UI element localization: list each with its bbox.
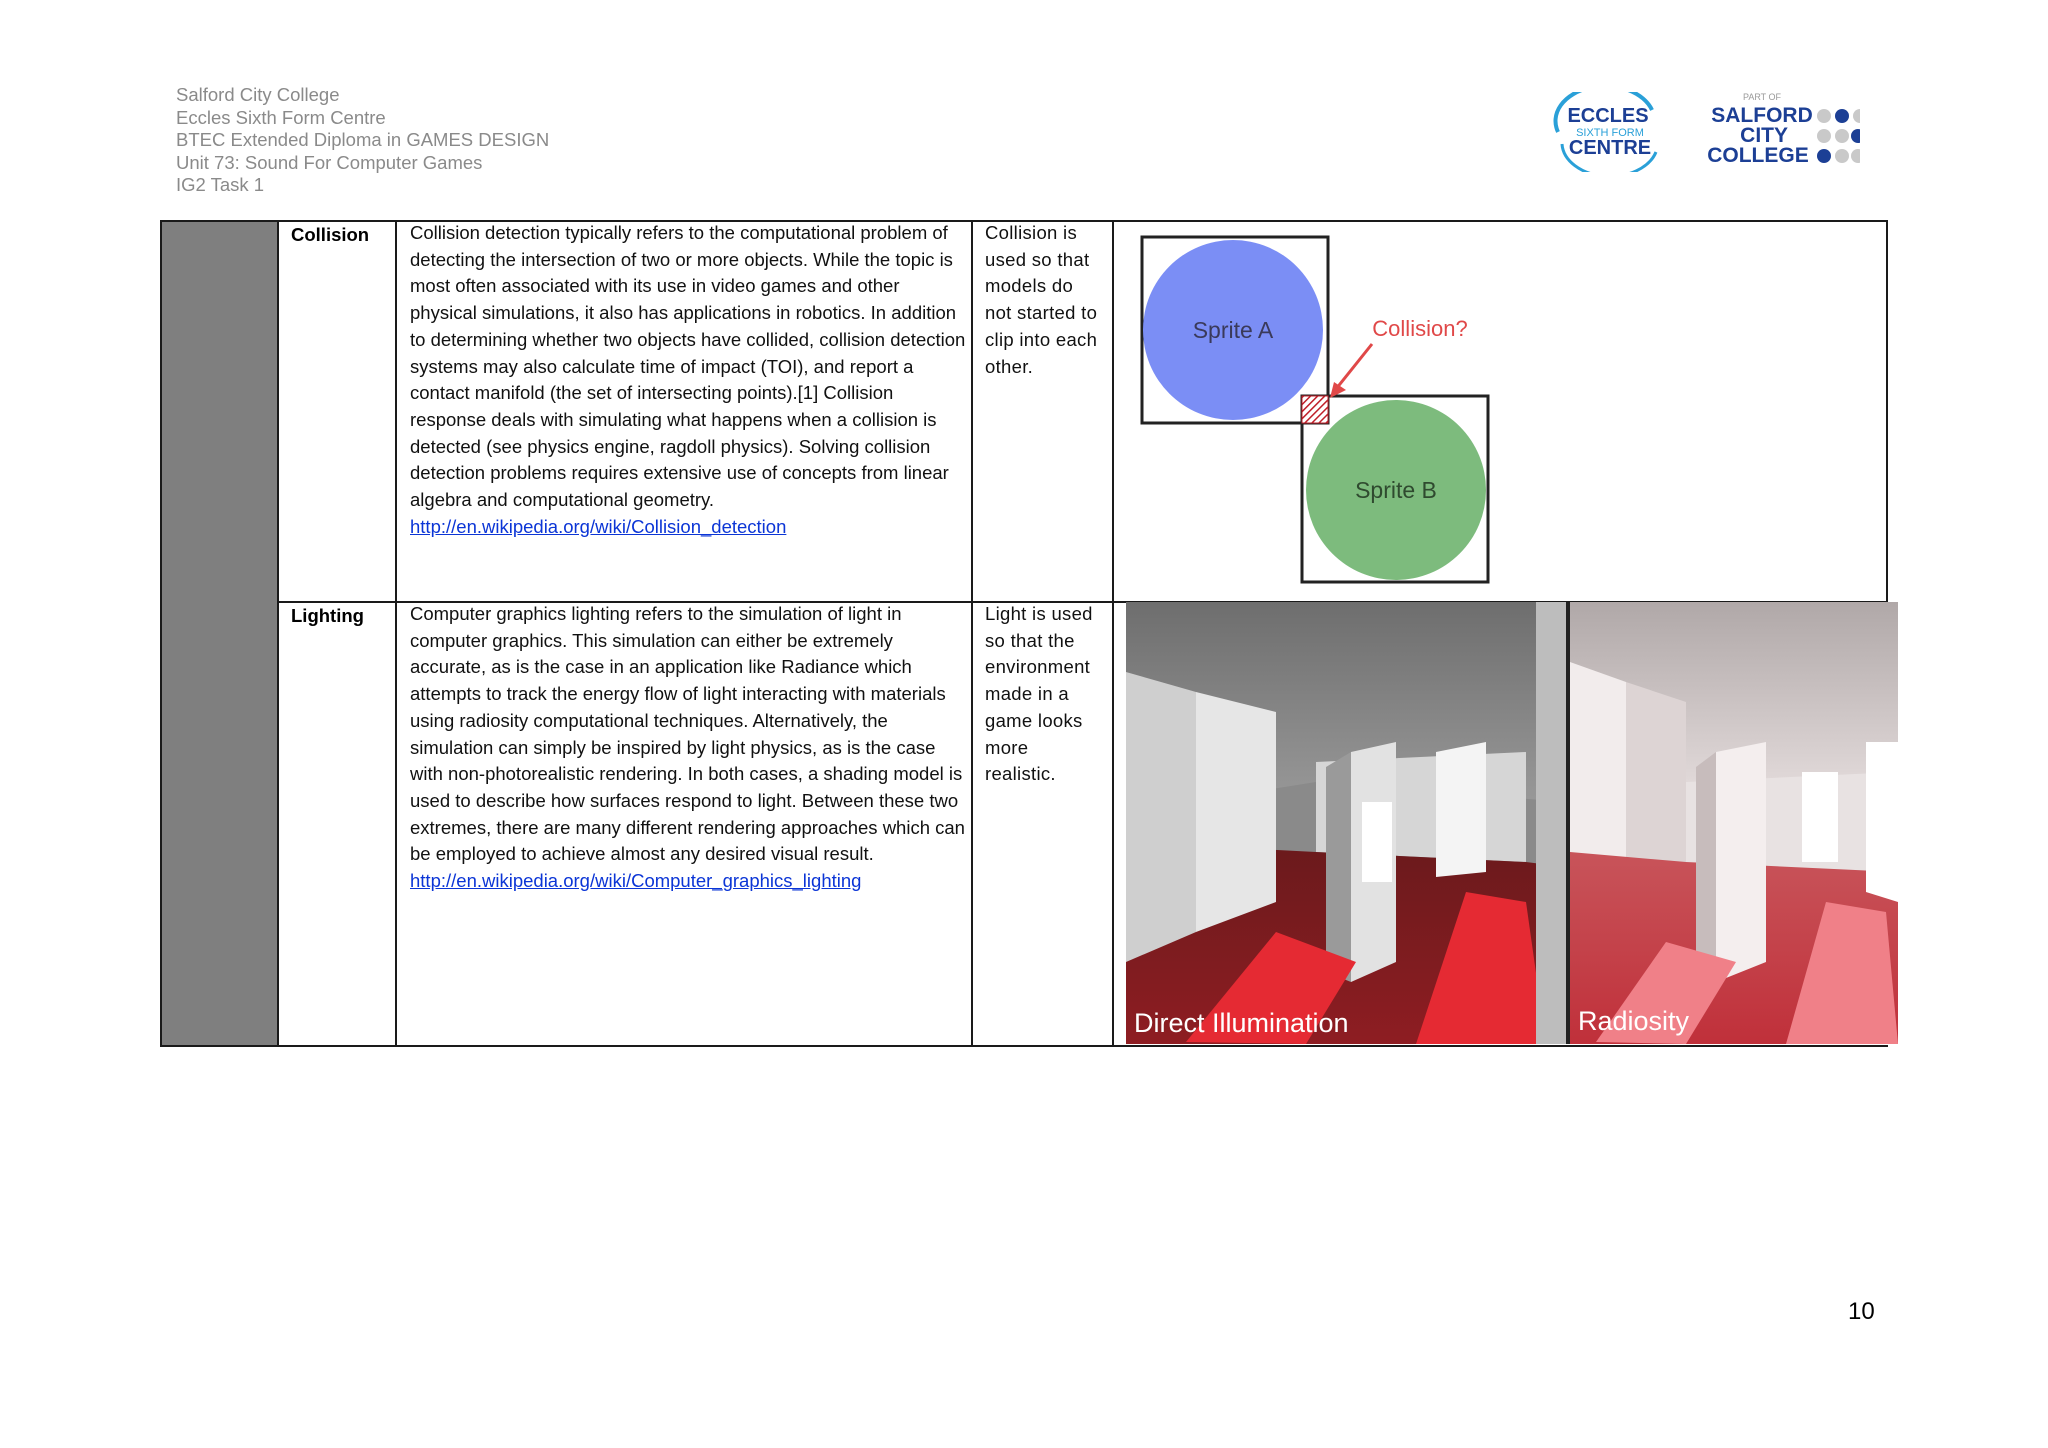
radiosity-render — [1570, 602, 1898, 1044]
header-course: BTEC Extended Diploma in GAMES DESIGN — [176, 129, 550, 151]
logos — [1548, 86, 1858, 172]
header-centre: Eccles Sixth Form Centre — [176, 106, 386, 128]
term-collision: Collision — [291, 224, 370, 245]
scc-logo-salford: SALFORD — [1711, 104, 1813, 127]
header-unit: Unit 73: Sound For Computer Games — [176, 151, 483, 173]
radiosity-caption: Radiosity — [1578, 1006, 1690, 1036]
salford-city-college-logo — [1700, 86, 1860, 172]
collision-wiki-link[interactable]: http://en.wikipedia.org/wiki/Collision_detection — [410, 515, 787, 537]
eccles-logo-centre: CENTRE — [1568, 137, 1652, 159]
collision-diagram — [1126, 226, 1514, 588]
table-side-column — [162, 222, 278, 1045]
header-college: Salford City College — [176, 84, 340, 105]
lighting-wiki-link[interactable]: http://en.wikipedia.org/wiki/Computer_graphics_lighting — [410, 870, 862, 892]
lighting-description — [410, 601, 970, 895]
eccles-logo-text: ECCLES — [1567, 105, 1649, 127]
lighting-usage: Light is used so that the environment made in a game looks more realistic. — [985, 603, 1093, 785]
lighting-comparison-image — [1126, 602, 1898, 1044]
sprite-a-label: Sprite A — [1192, 317, 1274, 343]
term-lighting: Lighting — [291, 605, 364, 626]
document-header — [176, 84, 549, 197]
page-number: 10 — [1848, 1298, 1875, 1325]
collision-callout-label: Collision? — [1372, 316, 1468, 341]
lighting-description-text: Computer graphics lighting refers to the simulation of light in computer graphics. This simulation can either be extremely accurate, as is the case in an application like Radiance which attempts to track the energy flow of light interacting with materials using radiosity computational techniques. Alternatively, the simulation can simply be inspired by light physics, as is the case with non-photorealistic rendering. In both cases, a shading model is used to describe how surfaces respond to light. Between these two extremes, there are many different rendering approaches which can be employed to achieve almost any desired visual result. — [410, 603, 965, 865]
direct-illumination-caption: Direct Illumination — [1134, 1008, 1349, 1038]
collision-description-text: Collision detection typically refers to the computational problem of detecting the intersection of two or more objects. While the topic is most often associated with its use in video games and other physical simulations, it also has applications in robotics. In addition to determining whether two objects have collided, collision detection systems may also calculate time of impact (TOI), and report a contact manifold (the set of intersecting points).[1] Collision response deals with simulating what happens when a collision is detected (see physics engine, ragdoll physics). Solving collision detection problems requires extensive use of concepts from linear algebra and computational geometry. — [410, 222, 966, 511]
eccles-logo-subtext: SIXTH FORM — [1576, 127, 1644, 139]
header-task: IG2 Task 1 — [176, 174, 265, 196]
scc-logo-college: COLLEGE — [1707, 144, 1809, 167]
sprite-b-label: Sprite B — [1355, 477, 1437, 503]
collision-description — [410, 220, 966, 540]
collision-usage: Collision is used so that models do not started to clip into each other. — [985, 222, 1098, 377]
overlap-region — [1302, 396, 1328, 423]
eccles-centre-logo — [1548, 92, 1668, 172]
direct-illumination-render — [1126, 602, 1566, 1044]
scc-logo-city: CITY — [1740, 124, 1788, 147]
scc-logo-tag: PART OF — [1742, 92, 1782, 102]
